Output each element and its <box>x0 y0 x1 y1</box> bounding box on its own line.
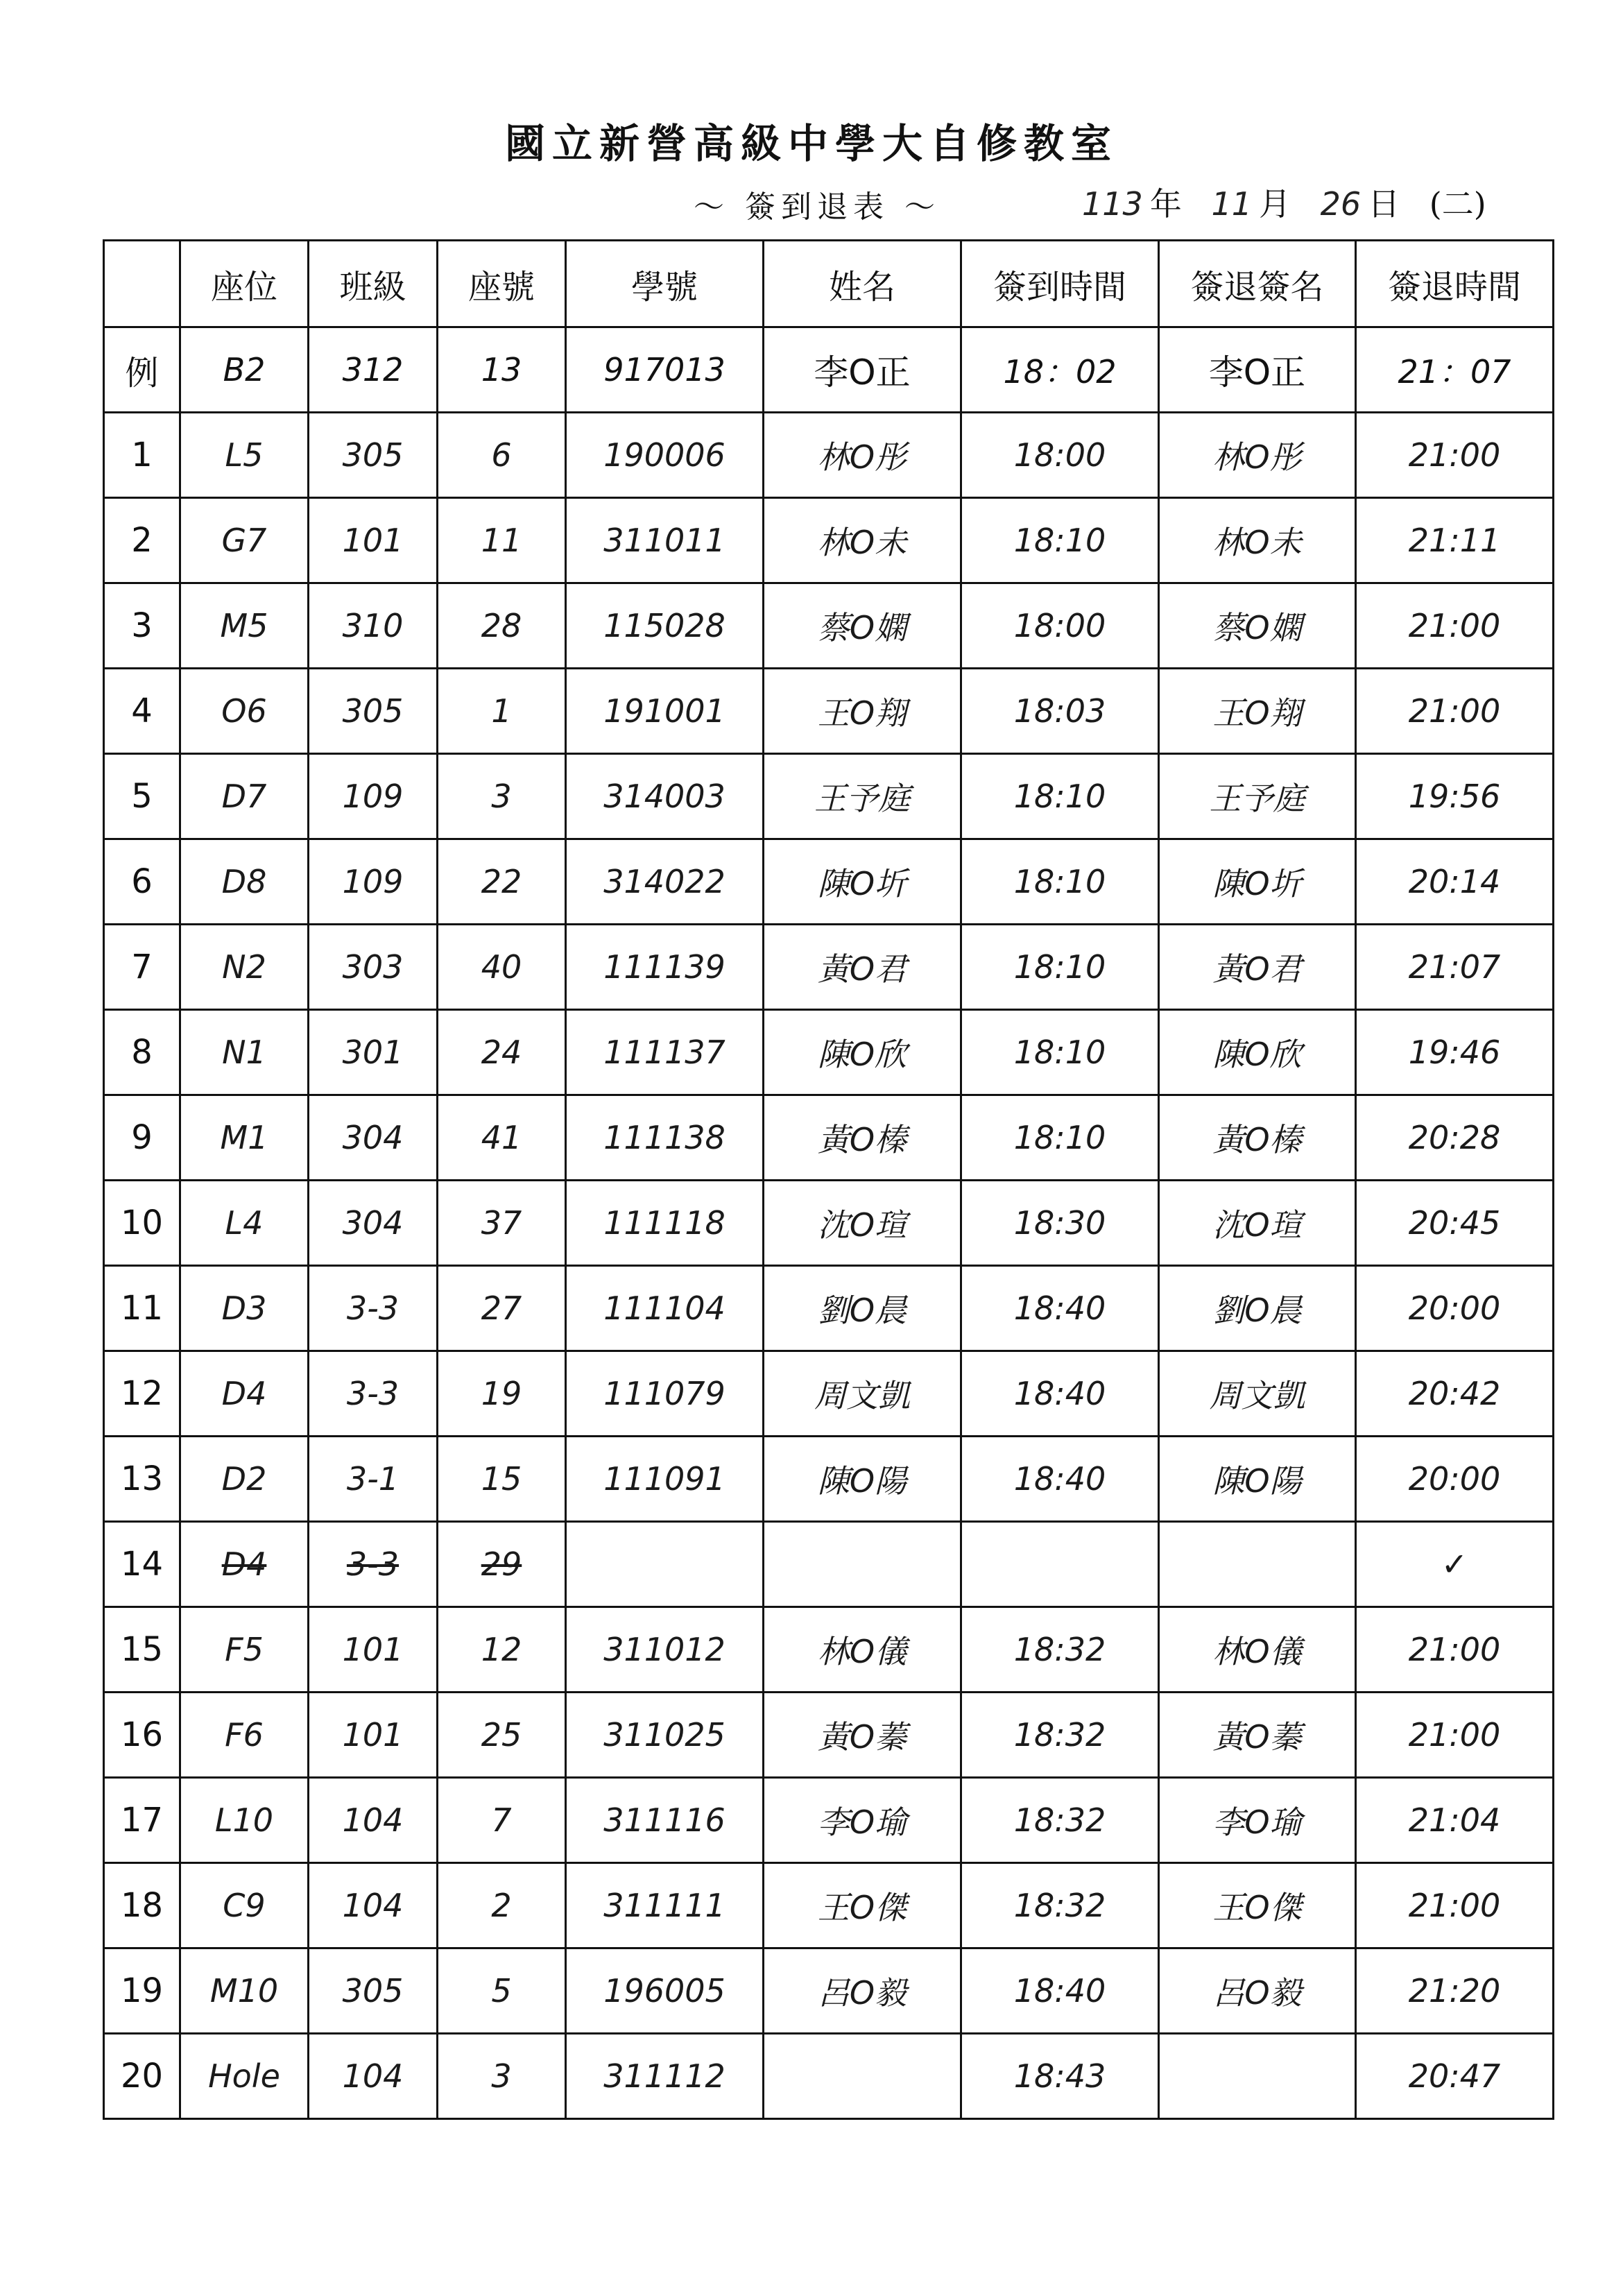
cell-number: 40 <box>438 925 566 1010</box>
cell-number: 7 <box>438 1778 566 1863</box>
row-number: 4 <box>104 669 180 754</box>
cell-checkout: 21:00 <box>1356 1607 1554 1693</box>
cell-student-id: 111139 <box>566 925 764 1010</box>
cell-class: 310 <box>309 583 438 669</box>
cell-name: 王予庭 <box>764 754 961 839</box>
cell-class: 104 <box>309 2034 438 2119</box>
example-student-id: 917013 <box>566 327 764 413</box>
cell-number: 5 <box>438 1948 566 2034</box>
cell-class: 101 <box>309 1607 438 1693</box>
cell-name: 林O未 <box>764 498 961 583</box>
cell-checkin: 18:32 <box>961 1863 1159 1948</box>
cell-seat: Hole <box>180 2034 309 2119</box>
row-number: 19 <box>104 1948 180 2034</box>
cell-seat: O6 <box>180 669 309 754</box>
cell-seat: M1 <box>180 1095 309 1181</box>
row-number: 20 <box>104 2034 180 2119</box>
cell-name: 林O儀 <box>764 1607 961 1693</box>
cell-signature: 黃O君 <box>1159 925 1356 1010</box>
cell-student-id: 191001 <box>566 669 764 754</box>
example-name: 李O正 <box>764 327 961 413</box>
cell-class: 104 <box>309 1863 438 1948</box>
cell-checkin: 18:00 <box>961 413 1159 498</box>
row-number: 6 <box>104 839 180 925</box>
column-header-seat: 座位 <box>180 241 309 327</box>
row-number: 8 <box>104 1010 180 1095</box>
cell-student-id <box>566 1522 764 1607</box>
cell-checkout: 20:47 <box>1356 2034 1554 2119</box>
table-row <box>104 669 1554 754</box>
cell-class: 305 <box>309 413 438 498</box>
cell-class: 109 <box>309 839 438 925</box>
cell-number: 12 <box>438 1607 566 1693</box>
cell-class: 3-3 <box>309 1266 438 1351</box>
cell-checkout: 21:07 <box>1356 925 1554 1010</box>
cell-class: 101 <box>309 1693 438 1778</box>
date-weekday: (二) <box>1429 185 1486 223</box>
cell-student-id: 311112 <box>566 2034 764 2119</box>
cell-student-id: 111118 <box>566 1181 764 1266</box>
cell-signature: 黃O榛 <box>1159 1095 1356 1181</box>
cell-seat: F6 <box>180 1693 309 1778</box>
cell-name <box>764 2034 961 2119</box>
table-row <box>104 1095 1554 1181</box>
cell-class: 3-3 <box>309 1522 438 1607</box>
cell-checkout: 21:11 <box>1356 498 1554 583</box>
cell-checkin: 18:10 <box>961 925 1159 1010</box>
cell-signature: 黃O蓁 <box>1159 1693 1356 1778</box>
cell-signature: 陳O欣 <box>1159 1010 1356 1095</box>
cell-seat: D7 <box>180 754 309 839</box>
cell-number: 29 <box>438 1522 566 1607</box>
cell-student-id: 314022 <box>566 839 764 925</box>
row-number: 1 <box>104 413 180 498</box>
cell-seat: L4 <box>180 1181 309 1266</box>
cell-number: 25 <box>438 1693 566 1778</box>
cell-class: 3-1 <box>309 1437 438 1522</box>
cell-signature: 蔡O嫻 <box>1159 583 1356 669</box>
cell-checkout: 20:14 <box>1356 839 1554 925</box>
date-year-label: 年 <box>1149 185 1182 223</box>
form-date <box>1082 179 1486 225</box>
row-number: 11 <box>104 1266 180 1351</box>
cell-checkout: 21:00 <box>1356 413 1554 498</box>
cell-number: 6 <box>438 413 566 498</box>
cell-checkin: 18:32 <box>961 1607 1159 1693</box>
example-number: 13 <box>438 327 566 413</box>
cell-number: 2 <box>438 1863 566 1948</box>
cell-checkout: 21:00 <box>1356 1693 1554 1778</box>
cell-signature <box>1159 1522 1356 1607</box>
cell-name: 陳O圻 <box>764 839 961 925</box>
cell-checkout: 21:04 <box>1356 1778 1554 1863</box>
table-row <box>104 754 1554 839</box>
date-month: 11 <box>1211 185 1252 223</box>
cell-signature: 王予庭 <box>1159 754 1356 839</box>
cell-student-id: 111137 <box>566 1010 764 1095</box>
cell-name: 陳O陽 <box>764 1437 961 1522</box>
cell-class: 304 <box>309 1181 438 1266</box>
cell-checkin: 18:10 <box>961 839 1159 925</box>
cell-signature: 陳O圻 <box>1159 839 1356 925</box>
example-signature: 李O正 <box>1159 327 1356 413</box>
row-number: 15 <box>104 1607 180 1693</box>
cell-checkin <box>961 1522 1159 1607</box>
table-row <box>104 925 1554 1010</box>
cell-checkin: 18:32 <box>961 1778 1159 1863</box>
column-header-checkin: 簽到時間 <box>961 241 1159 327</box>
cell-signature: 呂O毅 <box>1159 1948 1356 2034</box>
cell-checkin: 18:40 <box>961 1266 1159 1351</box>
example-seat: B2 <box>180 327 309 413</box>
cell-checkin: 18:40 <box>961 1948 1159 2034</box>
cell-student-id: 190006 <box>566 413 764 498</box>
cell-checkin: 18:03 <box>961 669 1159 754</box>
cell-signature: 劉O晨 <box>1159 1266 1356 1351</box>
example-class: 312 <box>309 327 438 413</box>
table-row <box>104 1948 1554 2034</box>
date-month-label: 月 <box>1258 185 1291 223</box>
table-row <box>104 1778 1554 1863</box>
cell-number: 24 <box>438 1010 566 1095</box>
cell-checkout: 20:45 <box>1356 1181 1554 1266</box>
cell-signature: 周文凱 <box>1159 1351 1356 1437</box>
cell-student-id: 311116 <box>566 1778 764 1863</box>
row-number: 5 <box>104 754 180 839</box>
table-row <box>104 1351 1554 1437</box>
cell-checkin: 18:00 <box>961 583 1159 669</box>
table-row <box>104 1607 1554 1693</box>
cell-checkout: ✓ <box>1356 1522 1554 1607</box>
cell-student-id: 311111 <box>566 1863 764 1948</box>
cell-seat: M10 <box>180 1948 309 2034</box>
column-header-class: 班級 <box>309 241 438 327</box>
column-header-name: 姓名 <box>764 241 961 327</box>
date-day: 26 <box>1320 185 1362 223</box>
cell-signature: 王O翔 <box>1159 669 1356 754</box>
row-number: 9 <box>104 1095 180 1181</box>
cell-seat: D8 <box>180 839 309 925</box>
cell-number: 1 <box>438 669 566 754</box>
cell-student-id: 115028 <box>566 583 764 669</box>
cell-class: 304 <box>309 1095 438 1181</box>
cell-student-id: 111104 <box>566 1266 764 1351</box>
date-day-label: 日 <box>1368 185 1400 223</box>
cell-checkout: 20:42 <box>1356 1351 1554 1437</box>
cell-number: 37 <box>438 1181 566 1266</box>
column-header <box>104 241 180 327</box>
cell-checkin: 18:40 <box>961 1437 1159 1522</box>
cell-seat: N2 <box>180 925 309 1010</box>
cell-number: 28 <box>438 583 566 669</box>
cell-name: 陳O欣 <box>764 1010 961 1095</box>
cell-name: 黃O蓁 <box>764 1693 961 1778</box>
cell-signature: 沈O瑄 <box>1159 1181 1356 1266</box>
cell-class: 305 <box>309 669 438 754</box>
row-number: 10 <box>104 1181 180 1266</box>
cell-name: 李O瑜 <box>764 1778 961 1863</box>
cell-class: 301 <box>309 1010 438 1095</box>
cell-checkout: 19:56 <box>1356 754 1554 839</box>
cell-signature: 林O彤 <box>1159 413 1356 498</box>
row-number: 17 <box>104 1778 180 1863</box>
cell-name: 劉O晨 <box>764 1266 961 1351</box>
cell-checkout: 19:46 <box>1356 1010 1554 1095</box>
table-row <box>104 839 1554 925</box>
cell-number: 41 <box>438 1095 566 1181</box>
cell-number: 11 <box>438 498 566 583</box>
cell-checkout: 21:20 <box>1356 1948 1554 2034</box>
cell-seat: L5 <box>180 413 309 498</box>
cell-checkin: 18:32 <box>961 1693 1159 1778</box>
cell-checkin: 18:10 <box>961 498 1159 583</box>
column-header-checkout: 簽退時間 <box>1356 241 1554 327</box>
cell-name <box>764 1522 961 1607</box>
cell-name: 王O翔 <box>764 669 961 754</box>
form-title: 國立新營高級中學大自修教室 <box>504 120 1118 167</box>
table-header-row <box>104 241 1554 327</box>
table-row <box>104 1437 1554 1522</box>
example-label: 例 <box>104 327 180 413</box>
cell-checkin: 18:30 <box>961 1181 1159 1266</box>
cell-name: 黃O榛 <box>764 1095 961 1181</box>
cell-number: 3 <box>438 2034 566 2119</box>
cell-signature <box>1159 2034 1356 2119</box>
cell-checkin: 18:10 <box>961 1010 1159 1095</box>
cell-signature: 林O未 <box>1159 498 1356 583</box>
cell-signature: 林O儀 <box>1159 1607 1356 1693</box>
cell-name: 蔡O嫻 <box>764 583 961 669</box>
cell-student-id: 314003 <box>566 754 764 839</box>
cell-seat: M5 <box>180 583 309 669</box>
cell-signature: 王O傑 <box>1159 1863 1356 1948</box>
cell-checkout: 20:00 <box>1356 1437 1554 1522</box>
cell-name: 王O傑 <box>764 1863 961 1948</box>
attendance-table <box>103 239 1554 2120</box>
cell-seat: G7 <box>180 498 309 583</box>
column-header-number: 座號 <box>438 241 566 327</box>
cell-class: 104 <box>309 1778 438 1863</box>
row-number: 18 <box>104 1863 180 1948</box>
cell-number: 15 <box>438 1437 566 1522</box>
cell-seat: C9 <box>180 1863 309 1948</box>
cell-student-id: 111079 <box>566 1351 764 1437</box>
cell-student-id: 311012 <box>566 1607 764 1693</box>
cell-name: 呂O毅 <box>764 1948 961 2034</box>
table-row <box>104 1522 1554 1607</box>
cell-student-id: 111138 <box>566 1095 764 1181</box>
row-number: 16 <box>104 1693 180 1778</box>
form-subtitle: ～ 簽到退表 ～ <box>694 189 941 225</box>
table-row <box>104 1266 1554 1351</box>
table-row <box>104 1010 1554 1095</box>
row-number: 2 <box>104 498 180 583</box>
cell-seat: D4 <box>180 1522 309 1607</box>
cell-seat: N1 <box>180 1010 309 1095</box>
table-row <box>104 413 1554 498</box>
cell-student-id: 311011 <box>566 498 764 583</box>
cell-checkout: 21:00 <box>1356 669 1554 754</box>
cell-checkout: 21:00 <box>1356 583 1554 669</box>
cell-seat: D3 <box>180 1266 309 1351</box>
row-number: 12 <box>104 1351 180 1437</box>
row-number: 7 <box>104 925 180 1010</box>
cell-name: 林O彤 <box>764 413 961 498</box>
table-row <box>104 1693 1554 1778</box>
cell-number: 3 <box>438 754 566 839</box>
table-row <box>104 1863 1554 1948</box>
table-row <box>104 2034 1554 2119</box>
table-row <box>104 1181 1554 1266</box>
cell-class: 109 <box>309 754 438 839</box>
cell-class: 101 <box>309 498 438 583</box>
table-row <box>104 498 1554 583</box>
row-number: 13 <box>104 1437 180 1522</box>
cell-number: 22 <box>438 839 566 925</box>
cell-checkin: 18:43 <box>961 2034 1159 2119</box>
cell-seat: F5 <box>180 1607 309 1693</box>
cell-signature: 陳O陽 <box>1159 1437 1356 1522</box>
cell-class: 305 <box>309 1948 438 2034</box>
cell-checkin: 18:10 <box>961 754 1159 839</box>
cell-checkin: 18:10 <box>961 1095 1159 1181</box>
row-number: 14 <box>104 1522 180 1607</box>
example-checkin: 18：02 <box>961 327 1159 413</box>
cell-signature: 李O瑜 <box>1159 1778 1356 1863</box>
example-row <box>104 327 1554 413</box>
cell-checkout: 20:00 <box>1356 1266 1554 1351</box>
cell-name: 黃O君 <box>764 925 961 1010</box>
cell-seat: D2 <box>180 1437 309 1522</box>
column-header-student-id: 學號 <box>566 241 764 327</box>
cell-name: 沈O瑄 <box>764 1181 961 1266</box>
cell-student-id: 196005 <box>566 1948 764 2034</box>
table-row <box>104 583 1554 669</box>
cell-checkin: 18:40 <box>961 1351 1159 1437</box>
cell-name: 周文凱 <box>764 1351 961 1437</box>
row-number: 3 <box>104 583 180 669</box>
column-header-signature: 簽退簽名 <box>1159 241 1356 327</box>
cell-number: 27 <box>438 1266 566 1351</box>
cell-checkout: 20:28 <box>1356 1095 1554 1181</box>
cell-seat: L10 <box>180 1778 309 1863</box>
cell-class: 303 <box>309 925 438 1010</box>
cell-checkout: 21:00 <box>1356 1863 1554 1948</box>
cell-student-id: 311025 <box>566 1693 764 1778</box>
date-year: 113 <box>1082 185 1143 223</box>
cell-class: 3-3 <box>309 1351 438 1437</box>
cell-seat: D4 <box>180 1351 309 1437</box>
cell-student-id: 111091 <box>566 1437 764 1522</box>
example-checkout: 21：07 <box>1356 327 1554 413</box>
cell-number: 19 <box>438 1351 566 1437</box>
